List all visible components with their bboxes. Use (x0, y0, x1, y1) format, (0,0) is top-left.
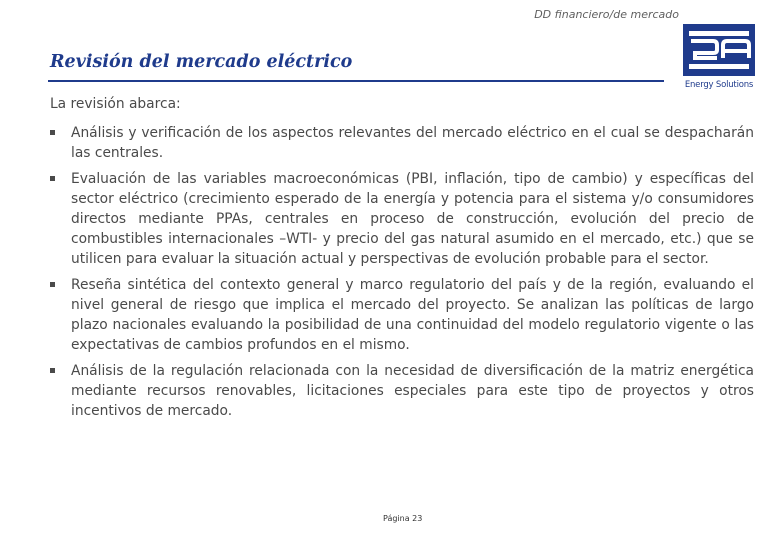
document-body (50, 94, 754, 427)
list-item-text: Análisis y verificación de los aspectos relevantes del mercado eléctrico en el cual se despacharán las centrales. (71, 125, 754, 161)
square-bullet-icon (50, 130, 55, 135)
square-bullet-icon (50, 368, 55, 373)
list-item (50, 169, 754, 269)
list-item-text: Evaluación de las variables macroeconómicas (PBI, inflación, tipo de cambio) y específicas del sector eléctrico (crecimiento esperado de la energía y potencia para el sistema y/o consumidores directos mediante PPAs, centrales en proceso de construcción, evolución del precio de combustibles internacionales –WTI- y precio del gas natural asumido en el mercado, etc.) que se utilicen para evaluar la situación actual y perspectivas de evolución probable para el sector. (71, 171, 754, 267)
square-bullet-icon (50, 176, 55, 181)
company-logo (680, 24, 758, 96)
list-item-text: Reseña sintética del contexto general y marco regulatorio del país y de la región, evaluando el nivel general de riesgo que implica el mercado del proyecto. Se analizan las políticas de largo plazo nacionales evaluando la posibilidad de una continuidad del modelo regulatorio vigente o las expectativas de cambios profundos en el mismo. (71, 277, 754, 353)
list-item-text: Análisis de la regulación relacionada con la necesidad de diversificación de la matriz energética mediante recursos renovables, licitaciones especiales para este tipo de proyectos y otros incentivos de mercado. (71, 363, 754, 419)
page-number: Página 23 (383, 514, 423, 523)
logo-caption: Energy Solutions (684, 80, 754, 90)
logo-mark (683, 24, 755, 76)
list-item (50, 361, 754, 421)
list-item (50, 275, 754, 355)
intro-text: La revisión abarca: (50, 96, 181, 112)
page-title: Revisión del mercado eléctrico (50, 52, 353, 72)
bullet-list (50, 123, 754, 421)
list-item (50, 123, 754, 163)
title-underline (48, 80, 664, 82)
square-bullet-icon (50, 282, 55, 287)
document-header-tag: DD financiero/de mercado (534, 8, 679, 21)
